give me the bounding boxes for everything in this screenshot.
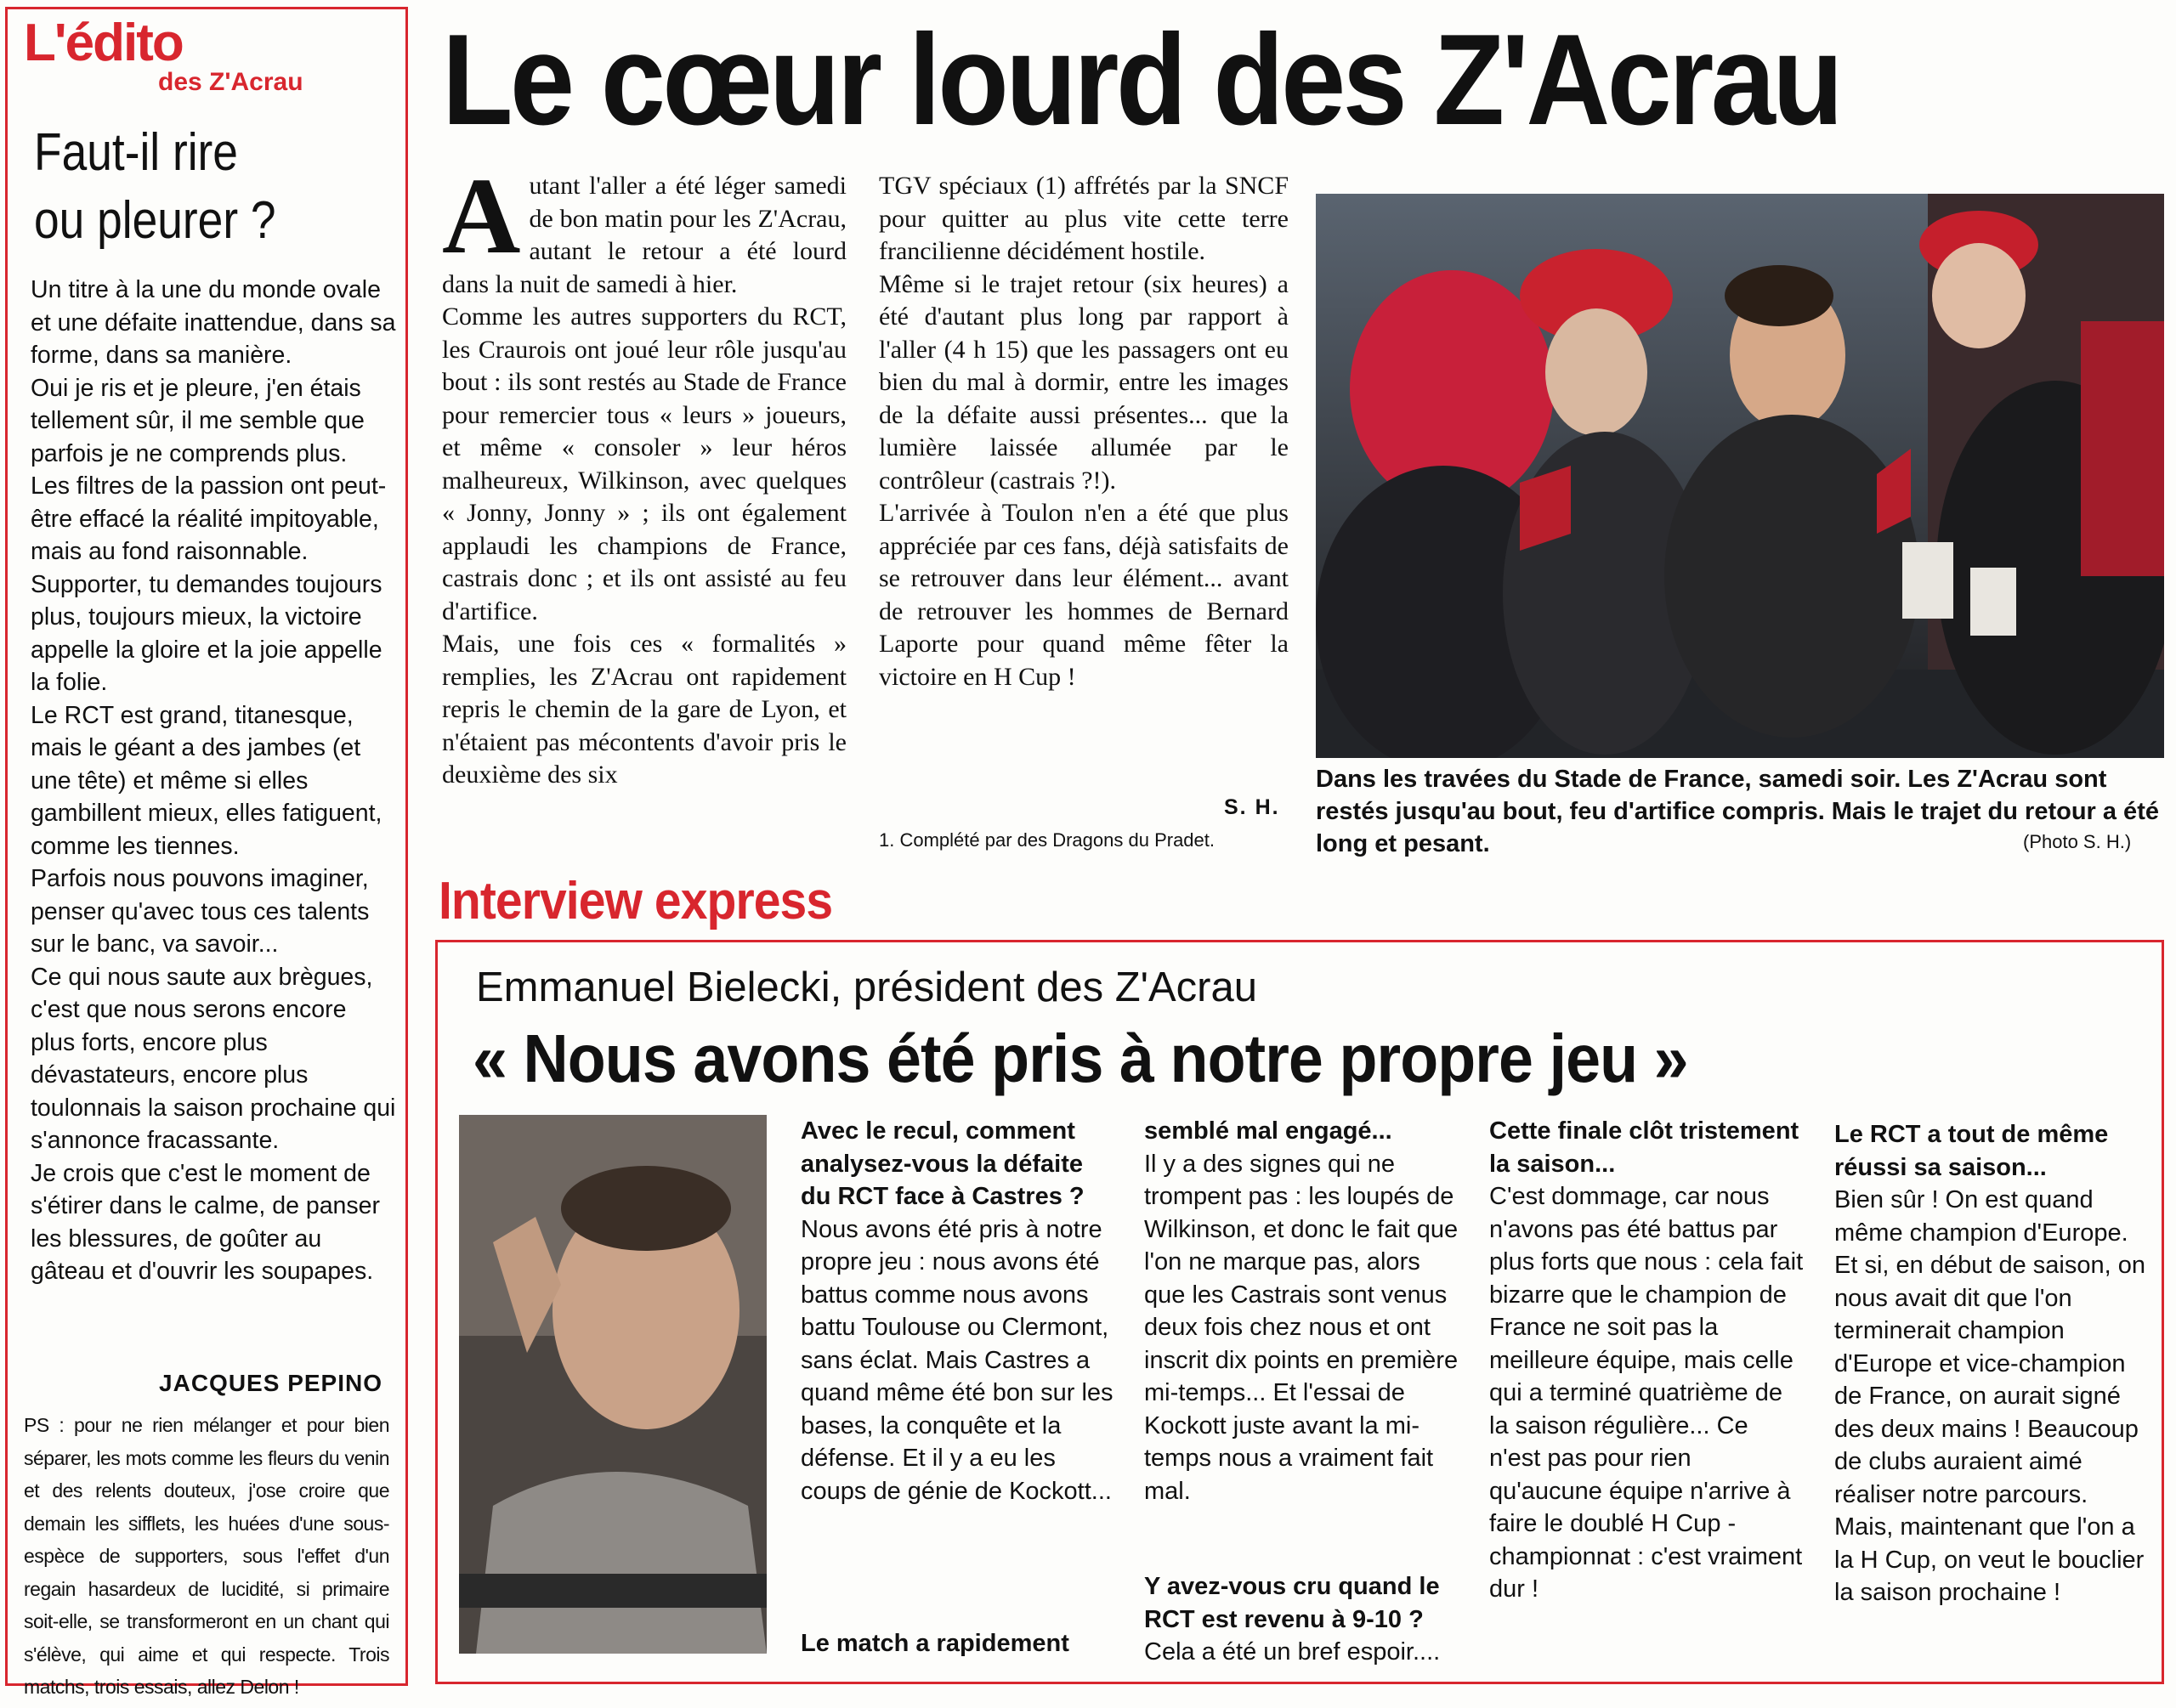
edito-paragraph: Le RCT est grand, titanesque, mais le géant a des jambes (et une tête) et même si elles gambillent mieux, elles fatiguent, comme les tiennes. — [31, 701, 382, 860]
article-footnote: 1. Complété par des Dragons du Pradet. — [879, 829, 1216, 851]
edito-title-line1: Faut-il rire — [34, 123, 238, 182]
interview-label: Interview express — [439, 872, 833, 930]
interview-quote: « Nous avons été pris à notre propre jeu » — [473, 1021, 1688, 1096]
edito-body — [31, 274, 396, 1288]
edito-paragraph: Oui je ris et je pleure, j'en étais tellement sûr, il me semble que parfois je ne comprends plus. — [31, 374, 365, 467]
article-paragraph: utant l'aller a été léger samedi de bon matin pour les Z'Acrau, autant le retour a été lourd dans la nuit de samedi à hier. — [442, 172, 847, 298]
interview-column-2-bottom — [1144, 1570, 1459, 1669]
portrait-photo — [459, 1115, 767, 1654]
article-column-2 — [879, 170, 1289, 693]
interview-column-1 — [801, 1115, 1115, 1507]
article-paragraph: L'arrivée à Toulon n'en a été que plus appréciée par ces fans, déjà satisfaits de se retrouver dans leur élément... avant de retrouver les hommes de Bernard Laporte pour quand même fêter la victoire en H Cup ! — [879, 499, 1289, 691]
interview-question: Y avez-vous cru quand le RCT est revenu à 9-10 ? — [1144, 1573, 1440, 1633]
edito-kicker-sub: des Z'Acrau — [158, 68, 303, 96]
edito-paragraph: Parfois nous pouvons imaginer, penser qu'avec tous ces talents sur le banc, va savoir... — [31, 865, 370, 958]
article-paragraph: TGV spéciaux (1) affrétés par la SNCF pour quitter au plus vite cette terre francilienne décidément hostile. — [879, 172, 1289, 265]
interview-column-4 — [1834, 1118, 2149, 1609]
interview-question: semblé mal engagé... — [1144, 1117, 1392, 1145]
article-signature: S. H. — [1224, 795, 1280, 819]
article-paragraph: Même si le trajet retour (six heures) a été d'autant plus long par rapport à l'aller (4 h 15) que les passagers ont eu bien du mal à dormir, entre les images de la défaite aussi présentes... que la lumière laissée allumée par le contrôleur (castrais ?!). — [879, 269, 1289, 495]
interview-answer: Bien sûr ! On est quand même champion d'Europe. Et si, en début de saison, on nous avait dit que l'on terminerait champion d'Europe et vice-champion de France, on aurait signé des deux mains ! Beaucoup de clubs auraient aimé réaliser notre parcours. Mais, maintenant que l'on a la H Cup, on veut le bouclier la saison prochaine ! — [1834, 1186, 2145, 1606]
article-paragraph: Mais, une fois ces « formalités » remplies, les Z'Acrau ont rapidement repris le chemin de la gare de Lyon, et n'étaient pas mécontents d'avoir pris le deuxième des six — [442, 630, 847, 789]
edito-paragraph: Les filtres de la passion ont peut-être effacé la réalité impitoyable, mais au fond raisonnable. — [31, 472, 387, 565]
interview-question: Le match a rapidement — [801, 1630, 1069, 1657]
portrait-illustration — [459, 1115, 767, 1654]
drop-cap: A — [442, 156, 521, 276]
interview-answer: Nous avons été pris à notre propre jeu : nous avons été battus comme nous avons battu Toulouse ou Clermont, sans éclat. Mais Castres a quand même été bon sur les bases, la conquête et la défense. Et il y a eu les coups de génie de Kockott... — [801, 1215, 1114, 1505]
interview-question: Le RCT a tout de même réussi sa saison... — [1834, 1121, 2109, 1181]
interview-question: Cette finale clôt tristement la saison... — [1489, 1117, 1799, 1178]
edito-paragraph: Supporter, tu demandes toujours plus, toujours mieux, la victoire appelle la gloire et la joie appelle la folie. — [31, 570, 382, 696]
edito-signature: JACQUES PEPINO — [159, 1370, 382, 1396]
photo-credit: (Photo S. H.) — [2023, 831, 2132, 852]
edito-paragraph: Je crois que c'est le moment de s'étirer dans le calme, de panser les blessures, de goûter au gâteau et d'ouvrir les soupapes. — [31, 1159, 380, 1285]
article-column-1 — [442, 156, 847, 792]
interview-answer: Cela a été un bref espoir.... — [1144, 1638, 1441, 1666]
edito-kicker: L'édito — [24, 14, 183, 72]
edito-title-line2: ou pleurer ? — [34, 191, 276, 250]
edito-paragraph: Ce qui nous saute aux brègues, c'est que nous serons encore plus forts, encore plus dévastateurs, encore plus toulonnais la saison prochaine qui s'annonce fracassante. — [31, 963, 396, 1154]
edito-paragraph: Un titre à la une du monde ovale et une défaite inattendue, dans sa forme, dans sa manière. — [31, 276, 396, 369]
article-paragraph: Comme les autres supporters du RCT, les Craurois ont joué leur rôle jusqu'au bout : ils sont restés au Stade de France pour remercier tous « leurs » joueurs, et même « consoler » leur héros malheureux, Wilkinson, avec quelques « Jonny, Jonny » ; ils ont également applaudi les champions de France, castrais donc ; et ils ont assisté au feu d'artifice. — [442, 303, 847, 625]
interview-answer: C'est dommage, car nous n'avons pas été battus par plus forts que nous : cela fait bizarre que le champion de France ne soit pas la meilleure équipe, mais celle qui a terminé quatrième de la saison régulière... Ce n'est pas pour rien qu'aucune équipe n'arrive à faire le doublé H Cup - championnat : c'est vraiment dur ! — [1489, 1183, 1804, 1603]
supporters-photo — [1316, 194, 2164, 758]
article-headline: Le cœur lourd des Z'Acrau — [442, 8, 1841, 152]
interview-subtitle: Emmanuel Bielecki, président des Z'Acrau — [476, 964, 1257, 1010]
stadium-crowd-illustration — [1316, 194, 2164, 758]
interview-answer: Il y a des signes qui ne trompent pas : les loupés de Wilkinson, et donc le fait que l'on ne marque pas, alors que les Castrais sont venus deux fois chez nous et ont inscrit dix points en première mi-temps... Et l'essai de Kockott juste avant la mi-temps nous a vraiment fait mal. — [1144, 1150, 1459, 1505]
interview-column-2 — [1144, 1115, 1459, 1507]
photo-caption: Dans les travées du Stade de France, samedi soir. Les Z'Acrau sont restés jusqu'au bout, feu d'artifice compris. Mais le trajet du retour a été long et pesant. — [1316, 766, 2159, 857]
interview-column-3 — [1489, 1115, 1804, 1606]
edito-title — [34, 119, 341, 255]
edito-ps: PS : pour ne rien mélanger et pour bien séparer, les mots comme les fleurs du venin et des relents douteux, j'ose croire que demain les sifflets, les huées d'une sous-espèce de supporters, sous l'effet d'un regain hasardeux de lucidité, si primaire soit-elle, se transformeront en un chant qui s'élève, qui aime et qui respecte. Trois matchs, trois essais, allez Delon ! — [24, 1414, 389, 1698]
interview-question: Avec le recul, comment analysez-vous la défaite du RCT face à Castres ? — [801, 1117, 1085, 1210]
